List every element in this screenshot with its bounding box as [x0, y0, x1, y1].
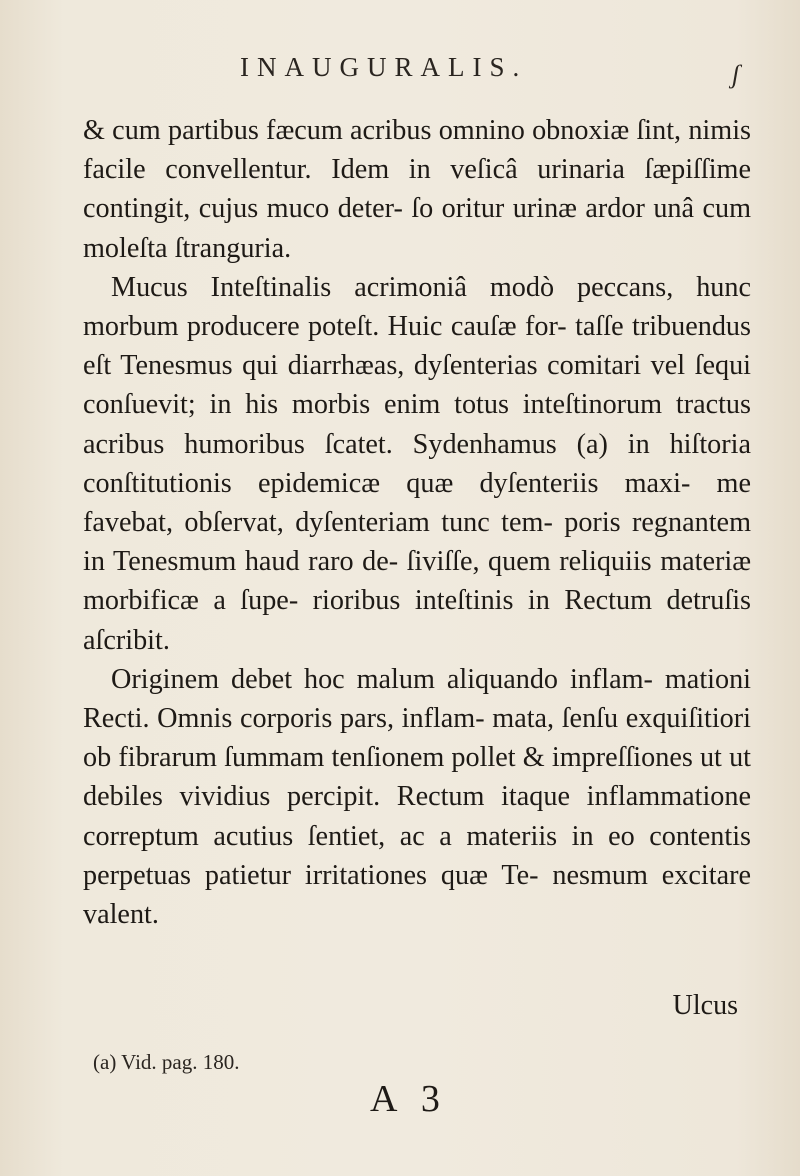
paragraph-1: & cum partibus fæcum acribus omnino obnoxiæ ſint, nimis facile convellentur. Idem in veſicâ urinaria ſæpiſſime contingit, cujus muco deter- ſo oritur urinæ ardor unâ cum moleſta ſtranguria.: [83, 115, 751, 264]
catchword: Ulcus: [672, 990, 738, 1021]
paragraph-3: Originem debet hoc malum aliquando inflam- mationi Recti. Omnis corporis pars, inflam- mata, ſenſu exquiſitiori ob fibrarum ſummam tenſionem pollet & impreſſiones ut ut debiles vividius percipit. Rectum itaque inflammatione correptum acutius ſentiet, ac a materiis in eo contentis perpetuas patietur irritationes quæ Te- nesmum excitare valent.: [83, 663, 751, 931]
signature-mark: A 3: [370, 1078, 448, 1120]
page-number: ʃ: [732, 60, 740, 89]
main-text: [83, 111, 751, 934]
paragraph-2: Mucus Inteſtinalis acrimoniâ modò peccans, hunc morbum producere poteſt. Huic cauſæ for- taſſe tribuendus eſt Tenesmus qui diarrhæas, dyſenterias comitari vel ſequi conſuevit; in his morbis enim totus inteſtinorum tractus acribus humoribus ſcatet. Sydenhamus (a) in hiſtoria conſtitutionis epidemicæ quæ dyſenteriis maxi- me favebat, obſervat, dyſenteriam tunc tem- poris regnantem in Tenesmum haud raro de- ſiviſſe, quem reliquiis materiæ morbificæ a ſupe- rioribus inteſtinis in Rectum detruſis aſcribit.: [83, 271, 751, 656]
running-title: INAUGURALIS.: [240, 52, 528, 82]
footnote: (a) Vid. pag. 180.: [93, 1050, 240, 1074]
